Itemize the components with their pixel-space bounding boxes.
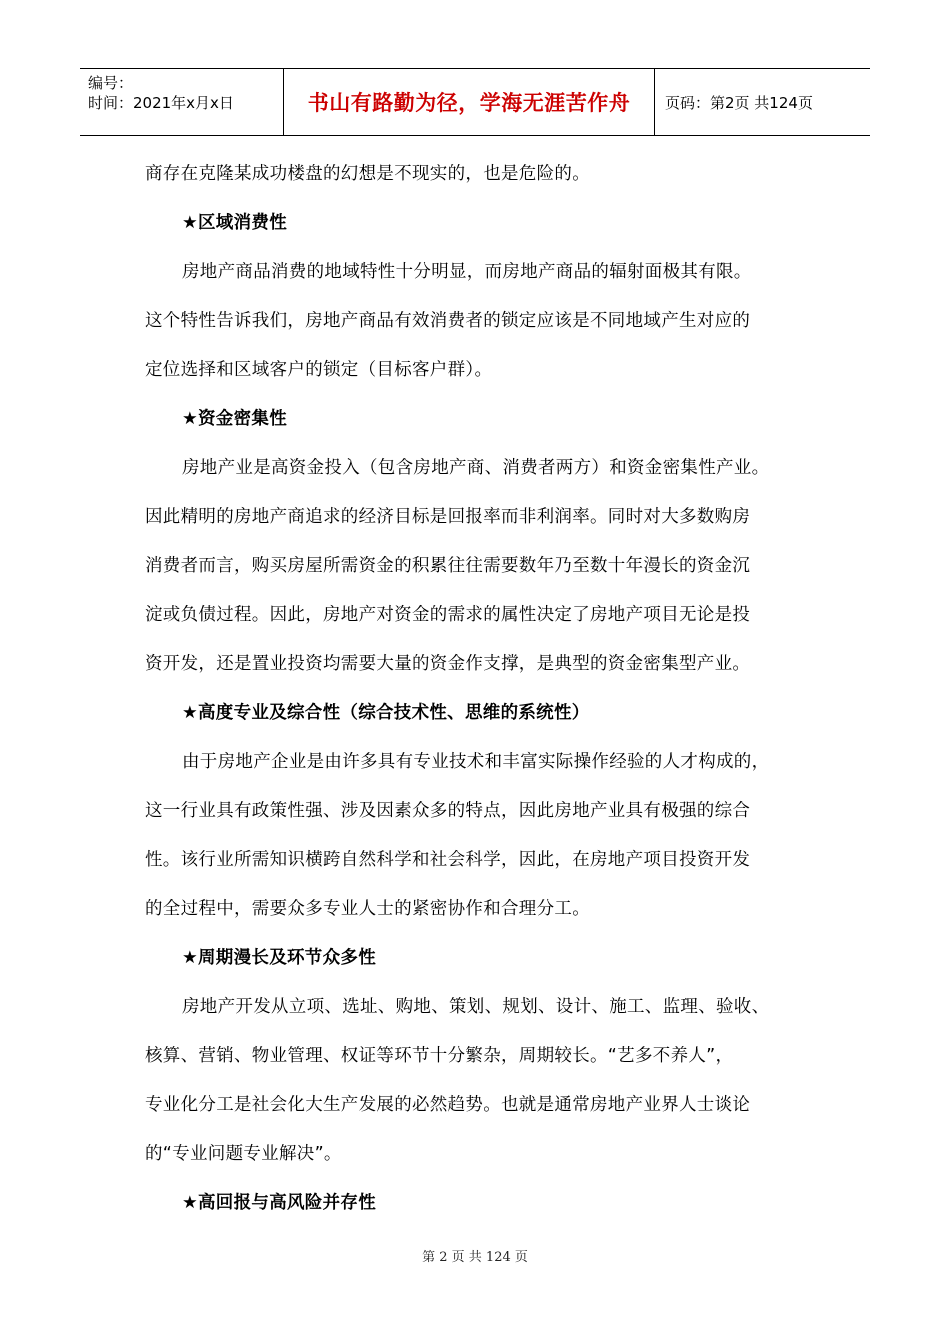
body-text-line: 资开发，还是置业投资均需要大量的资金作支撑，是典型的资金密集型产业。 <box>145 654 751 674</box>
body-text-line: 因此精明的房地产商追求的经济目标是回报率而非利润率。同时对大多数购房 <box>145 507 751 527</box>
header-page-info: 页码：第2页 共124页 <box>665 93 813 112</box>
body-text-line: 这一行业具有政策性强、涉及因素众多的特点，因此房地产业具有极强的综合 <box>145 801 751 821</box>
body-text-line: 商存在克隆某成功楼盘的幻想是不现实的，也是危险的。 <box>145 164 590 184</box>
body-text-line: 房地产商品消费的地域特性十分明显，而房地产商品的辐射面极其有限。 <box>182 262 752 282</box>
document-time-label: 时间：2021年x月x日 <box>88 94 234 112</box>
header-meta <box>80 69 283 135</box>
document-body <box>145 150 825 1228</box>
body-text-line: 淀或负债过程。因此，房地产对资金的需求的属性决定了房地产项目无论是投 <box>145 605 751 625</box>
body-text-line: 房地产开发从立项、选址、购地、策划、规划、设计、施工、监理、验收、 <box>182 997 770 1017</box>
page-header <box>80 68 870 136</box>
body-text-line: 这个特性告诉我们，房地产商品有效消费者的锁定应该是不同地域产生对应的 <box>145 311 751 331</box>
body-text-line: 的全过程中，需要众多专业人士的紧密协作和合理分工。 <box>145 899 590 919</box>
body-text-line: 专业化分工是社会化大生产发展的必然趋势。也就是通常房地产业界人士谈论 <box>145 1095 751 1115</box>
section-heading: ★资金密集性 <box>182 409 287 429</box>
section-heading: ★周期漫长及环节众多性 <box>182 948 376 968</box>
body-text-line: 由于房地产企业是由许多具有专业技术和丰富实际操作经验的人才构成的， <box>182 752 770 772</box>
body-text-line: 性。该行业所需知识横跨自然科学和社会科学，因此，在房地产项目投资开发 <box>145 850 751 870</box>
header-motto: 书山有路勤为径，学海无涯苦作舟 <box>283 69 655 135</box>
body-text-line: 的“专业问题专业解决”。 <box>145 1144 342 1164</box>
body-text-line: 消费者而言，购买房屋所需资金的积累往往需要数年乃至数十年漫长的资金沉 <box>145 556 751 576</box>
section-heading: ★高度专业及综合性（综合技术性、思维的系统性） <box>182 703 590 723</box>
section-heading: ★区域消费性 <box>182 213 287 233</box>
document-number-label: 编号： <box>88 74 134 92</box>
page-footer: 第 2 页 共 124 页 <box>422 1250 528 1265</box>
body-text-line: 定位选择和区域客户的锁定（目标客户群）。 <box>145 360 493 380</box>
section-heading: ★高回报与高风险并存性 <box>182 1193 376 1213</box>
body-text-line: 房地产业是高资金投入（包含房地产商、消费者两方）和资金密集性产业。 <box>182 458 770 478</box>
body-text-line: 核算、营销、物业管理、权证等环节十分繁杂，周期较长。“艺多不养人”， <box>145 1046 734 1066</box>
